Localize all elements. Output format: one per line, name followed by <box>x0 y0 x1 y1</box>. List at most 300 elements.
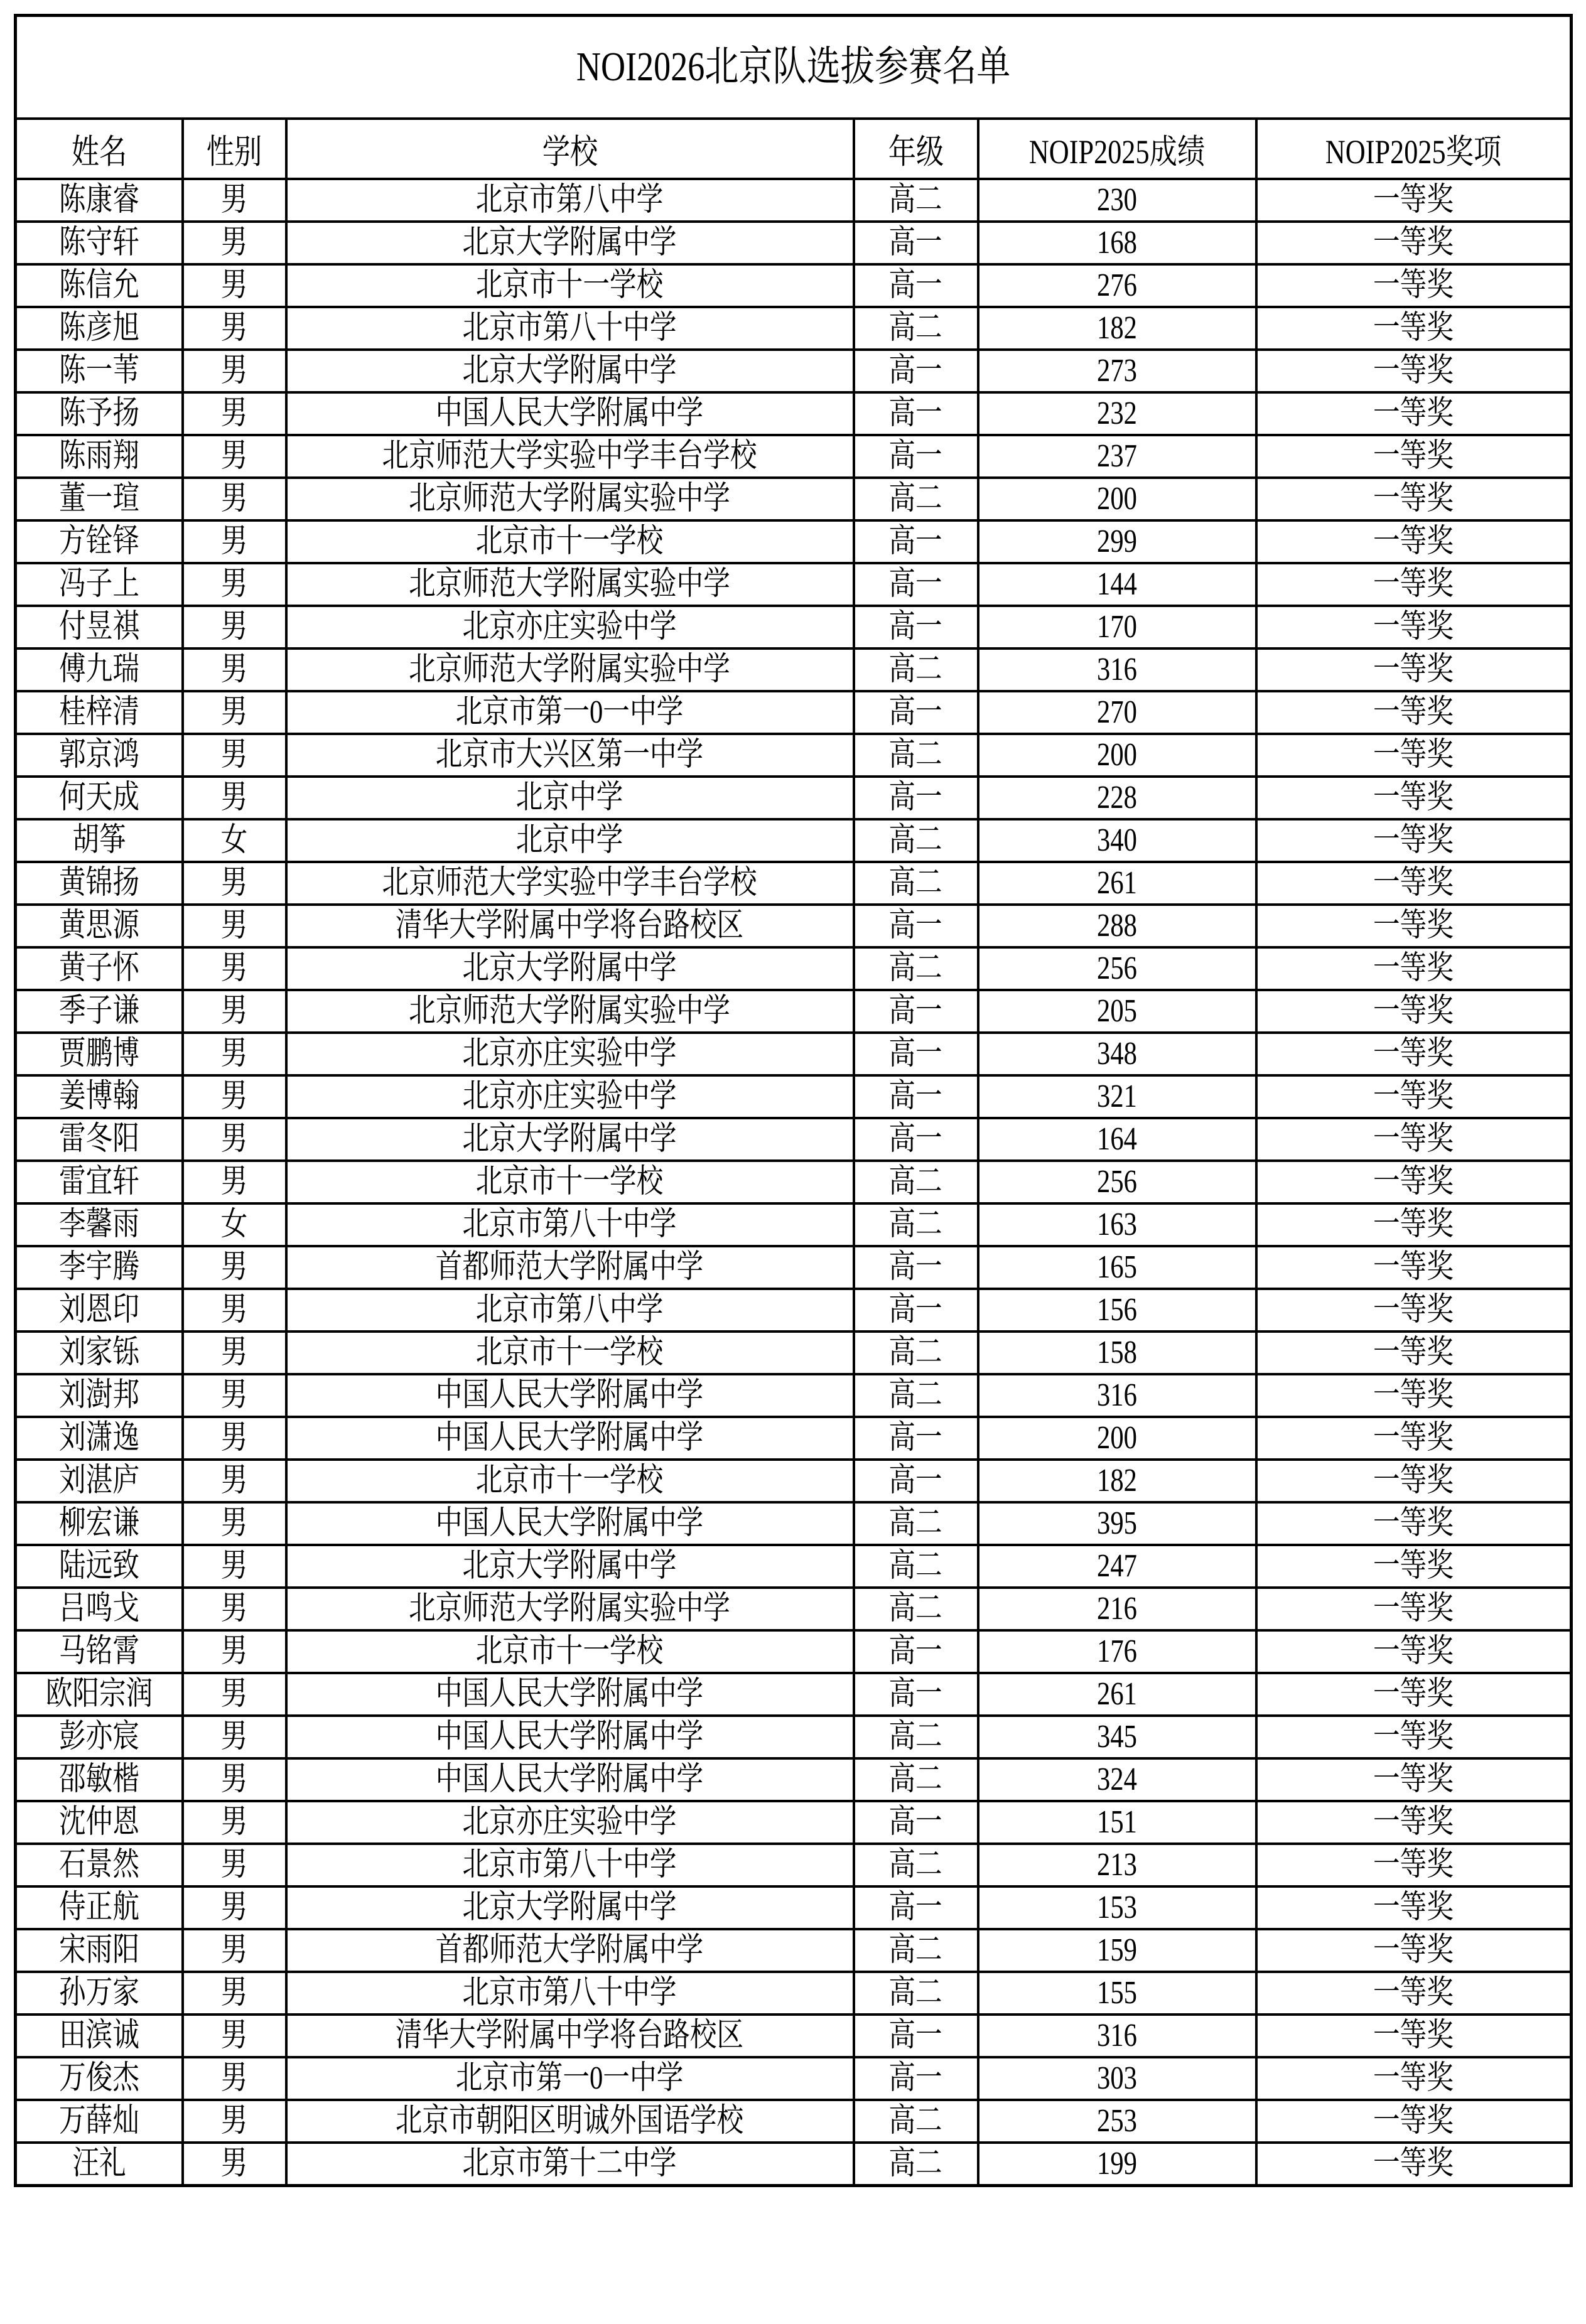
grade-cell <box>854 734 978 777</box>
award-cell <box>1256 1417 1572 1460</box>
school-text: 中国人民大学附属中学 <box>436 1377 704 1413</box>
award-text: 一等奖 <box>1373 1676 1454 1712</box>
score-cell <box>978 2100 1256 2143</box>
table-row <box>16 478 1572 520</box>
gender-text: 男 <box>220 1249 248 1285</box>
award-text: 一等奖 <box>1373 353 1454 389</box>
award-text: 一等奖 <box>1373 1890 1454 1925</box>
grade-cell <box>854 691 978 734</box>
grade-cell <box>854 1460 978 1502</box>
school-cell <box>286 1118 854 1161</box>
name-cell <box>16 435 183 478</box>
gender-cell <box>183 222 286 264</box>
name-cell <box>16 2057 183 2100</box>
score-text: 151 <box>1097 1804 1137 1840</box>
score-cell <box>978 392 1256 435</box>
award-text: 一等奖 <box>1373 1505 1454 1541</box>
award-cell <box>1256 1033 1572 1075</box>
score-cell <box>978 1545 1256 1588</box>
gender-text: 男 <box>220 1804 248 1840</box>
score-text: 156 <box>1097 1292 1137 1328</box>
school-text: 中国人民大学附属中学 <box>436 1719 704 1755</box>
score-cell <box>978 264 1256 307</box>
award-cell <box>1256 2143 1572 2186</box>
gender-cell <box>183 1630 286 1673</box>
gender-text: 男 <box>220 524 248 559</box>
grade-cell <box>854 2015 978 2057</box>
grade-cell <box>854 1972 978 2015</box>
gender-cell <box>183 435 286 478</box>
table-row <box>16 350 1572 392</box>
award-text: 一等奖 <box>1373 694 1454 730</box>
score-text: 303 <box>1097 2060 1137 2096</box>
gender-cell <box>183 1289 286 1331</box>
score-cell <box>978 1374 1256 1417</box>
school-cell <box>286 1417 854 1460</box>
title-row <box>16 16 1572 119</box>
name-cell <box>16 179 183 222</box>
grade-cell <box>854 1844 978 1886</box>
gender-cell <box>183 1203 286 1246</box>
school-text: 北京大学附属中学 <box>462 1548 677 1584</box>
grade-cell <box>854 1630 978 1673</box>
name-cell <box>16 1758 183 1801</box>
gender-text: 男 <box>220 566 248 602</box>
table-row <box>16 1716 1572 1758</box>
award-text: 一等奖 <box>1373 395 1454 431</box>
grade-text: 高一 <box>888 1420 943 1456</box>
score-cell <box>978 478 1256 520</box>
table-row <box>16 905 1572 947</box>
award-text: 一等奖 <box>1373 1420 1454 1456</box>
school-cell <box>286 520 854 563</box>
award-cell <box>1256 2057 1572 2100</box>
score-cell <box>978 1118 1256 1161</box>
grade-text: 高一 <box>888 1292 943 1328</box>
award-cell <box>1256 819 1572 862</box>
grade-cell <box>854 1758 978 1801</box>
grade-text: 高一 <box>888 566 943 602</box>
grade-text: 高一 <box>888 438 943 474</box>
score-text: 153 <box>1097 1890 1137 1925</box>
award-text: 一等奖 <box>1373 1591 1454 1627</box>
school-text: 北京师范大学附属实验中学 <box>409 1591 731 1627</box>
score-text: 324 <box>1097 1762 1137 1797</box>
name-text: 郭京鸿 <box>58 737 139 773</box>
award-text: 一等奖 <box>1373 1164 1454 1200</box>
grade-cell <box>854 392 978 435</box>
school-text: 北京市朝阳区明诚外国语学校 <box>396 2103 744 2139</box>
score-cell <box>978 777 1256 819</box>
score-cell <box>978 350 1256 392</box>
score-text: 247 <box>1097 1548 1137 1584</box>
gender-cell <box>183 862 286 905</box>
name-text: 何天成 <box>58 780 139 815</box>
score-cell <box>978 307 1256 350</box>
table-row <box>16 1033 1572 1075</box>
grade-cell <box>854 2143 978 2186</box>
school-cell <box>286 691 854 734</box>
name-text: 石景然 <box>58 1847 139 1883</box>
grade-cell <box>854 2057 978 2100</box>
award-text: 一等奖 <box>1373 1719 1454 1755</box>
gender-text: 男 <box>220 2060 248 2096</box>
school-cell <box>286 1033 854 1075</box>
award-text: 一等奖 <box>1373 1036 1454 1072</box>
gender-text: 男 <box>220 993 248 1029</box>
grade-text: 高一 <box>888 2060 943 2096</box>
gender-cell <box>183 1758 286 1801</box>
school-cell <box>286 1289 854 1331</box>
name-cell <box>16 1033 183 1075</box>
score-text: 340 <box>1097 822 1137 858</box>
gender-cell <box>183 2015 286 2057</box>
gender-cell <box>183 1075 286 1118</box>
gender-text: 男 <box>220 395 248 431</box>
gender-text: 女 <box>220 1207 248 1242</box>
gender-cell <box>183 606 286 648</box>
gender-text: 男 <box>220 1335 248 1370</box>
score-cell <box>978 2015 1256 2057</box>
name-cell <box>16 478 183 520</box>
table-row <box>16 1118 1572 1161</box>
gender-cell <box>183 392 286 435</box>
award-text: 一等奖 <box>1373 524 1454 559</box>
grade-cell <box>854 1801 978 1844</box>
table-row <box>16 1161 1572 1203</box>
award-cell <box>1256 1203 1572 1246</box>
table-row <box>16 648 1572 691</box>
award-cell <box>1256 435 1572 478</box>
grade-cell <box>854 1886 978 1929</box>
award-cell <box>1256 307 1572 350</box>
grade-text: 高一 <box>888 993 943 1029</box>
grade-text: 高二 <box>888 182 943 218</box>
school-cell <box>286 648 854 691</box>
name-cell <box>16 1886 183 1929</box>
table-title-cell <box>16 16 1572 119</box>
name-text: 贾鹏博 <box>58 1036 139 1072</box>
score-text: 232 <box>1097 395 1137 431</box>
gender-text: 男 <box>220 1890 248 1925</box>
grade-text: 高二 <box>888 1548 943 1584</box>
gender-cell <box>183 777 286 819</box>
award-text: 一等奖 <box>1373 182 1454 218</box>
score-text: 321 <box>1097 1079 1137 1114</box>
gender-cell <box>183 1716 286 1758</box>
name-text: 冯子上 <box>58 566 139 602</box>
award-text: 一等奖 <box>1373 908 1454 944</box>
score-text: 168 <box>1097 225 1137 261</box>
award-cell <box>1256 1289 1572 1331</box>
school-text: 北京市第一0一中学 <box>456 694 684 730</box>
score-cell <box>978 691 1256 734</box>
gender-cell <box>183 264 286 307</box>
grade-cell <box>854 1331 978 1374</box>
school-text: 北京大学附属中学 <box>462 353 677 389</box>
name-text: 雷宜轩 <box>58 1164 139 1200</box>
grade-text: 高一 <box>888 694 943 730</box>
gender-text: 男 <box>220 1932 248 1968</box>
school-cell <box>286 990 854 1033</box>
name-cell <box>16 1801 183 1844</box>
score-text: 261 <box>1097 865 1137 901</box>
name-cell <box>16 1630 183 1673</box>
award-text: 一等奖 <box>1373 2146 1454 2181</box>
name-text: 季子谦 <box>58 993 139 1029</box>
name-text: 李宇腾 <box>58 1249 139 1285</box>
name-cell <box>16 1203 183 1246</box>
table-row <box>16 392 1572 435</box>
grade-cell <box>854 563 978 606</box>
award-cell <box>1256 179 1572 222</box>
award-cell <box>1256 777 1572 819</box>
award-text: 一等奖 <box>1373 1548 1454 1584</box>
school-text: 北京市第十二中学 <box>462 2146 677 2181</box>
school-text: 北京市第八十中学 <box>462 1847 677 1883</box>
name-cell <box>16 2015 183 2057</box>
award-cell <box>1256 222 1572 264</box>
score-text: 256 <box>1097 1164 1137 1200</box>
table-row <box>16 1758 1572 1801</box>
name-text: 李馨雨 <box>58 1207 139 1242</box>
name-cell <box>16 777 183 819</box>
column-header-school <box>286 119 854 179</box>
gender-cell <box>183 1118 286 1161</box>
gender-text: 男 <box>220 1036 248 1072</box>
gender-text: 男 <box>220 694 248 730</box>
school-cell <box>286 1716 854 1758</box>
name-text: 陈予扬 <box>58 395 139 431</box>
grade-text: 高二 <box>888 2103 943 2139</box>
score-cell <box>978 1801 1256 1844</box>
name-text: 刘家铄 <box>58 1335 139 1370</box>
name-text: 陈雨翔 <box>58 438 139 474</box>
score-text: 261 <box>1097 1676 1137 1712</box>
gender-cell <box>183 1460 286 1502</box>
award-cell <box>1256 1844 1572 1886</box>
school-cell <box>286 350 854 392</box>
score-cell <box>978 222 1256 264</box>
award-text: 一等奖 <box>1373 822 1454 858</box>
award-cell <box>1256 1545 1572 1588</box>
gender-text: 男 <box>220 652 248 687</box>
score-cell <box>978 2057 1256 2100</box>
grade-text: 高一 <box>888 524 943 559</box>
score-cell <box>978 2143 1256 2186</box>
column-header-name <box>16 119 183 179</box>
score-text: 348 <box>1097 1036 1137 1072</box>
award-text: 一等奖 <box>1373 1847 1454 1883</box>
name-cell <box>16 691 183 734</box>
award-text: 一等奖 <box>1373 2060 1454 2096</box>
name-cell <box>16 1545 183 1588</box>
gender-cell <box>183 734 286 777</box>
gender-text: 男 <box>220 438 248 474</box>
table-row <box>16 435 1572 478</box>
table-row <box>16 1972 1572 2015</box>
school-text: 北京师范大学附属实验中学 <box>409 481 731 517</box>
name-text: 陈守轩 <box>58 225 139 261</box>
grade-cell <box>854 1417 978 1460</box>
table-row <box>16 264 1572 307</box>
score-text: 199 <box>1097 2146 1137 2181</box>
score-cell <box>978 1630 1256 1673</box>
score-cell <box>978 520 1256 563</box>
grade-text: 高二 <box>888 1762 943 1797</box>
award-cell <box>1256 606 1572 648</box>
award-cell <box>1256 1460 1572 1502</box>
award-cell <box>1256 734 1572 777</box>
score-text: 205 <box>1097 993 1137 1029</box>
gender-cell <box>183 350 286 392</box>
school-cell <box>286 1886 854 1929</box>
gender-text: 男 <box>220 1975 248 2011</box>
name-cell <box>16 1929 183 1972</box>
name-cell <box>16 1161 183 1203</box>
gender-cell <box>183 1844 286 1886</box>
school-cell <box>286 819 854 862</box>
gender-cell <box>183 179 286 222</box>
school-text: 北京市十一学校 <box>476 1463 664 1498</box>
grade-text: 高一 <box>888 2018 943 2053</box>
gender-text: 男 <box>220 1292 248 1328</box>
gender-cell <box>183 648 286 691</box>
school-cell <box>286 179 854 222</box>
table-row <box>16 691 1572 734</box>
table-row <box>16 1331 1572 1374</box>
gender-text: 男 <box>220 1548 248 1584</box>
name-cell <box>16 1844 183 1886</box>
score-cell <box>978 1502 1256 1545</box>
award-cell <box>1256 862 1572 905</box>
table-row <box>16 520 1572 563</box>
gender-cell <box>183 1502 286 1545</box>
score-cell <box>978 734 1256 777</box>
name-text: 黄子怀 <box>58 950 139 986</box>
award-text: 一等奖 <box>1373 2018 1454 2053</box>
score-cell <box>978 819 1256 862</box>
school-cell <box>286 2015 854 2057</box>
gender-text: 男 <box>220 353 248 389</box>
gender-cell <box>183 2100 286 2143</box>
grade-text: 高二 <box>888 481 943 517</box>
award-text: 一等奖 <box>1373 310 1454 346</box>
award-cell <box>1256 1118 1572 1161</box>
school-text: 北京市第八十中学 <box>462 1975 677 2011</box>
school-cell <box>286 777 854 819</box>
gender-cell <box>183 1331 286 1374</box>
gender-cell <box>183 1588 286 1630</box>
gender-text: 男 <box>220 865 248 901</box>
table-row <box>16 1545 1572 1588</box>
grade-text: 高一 <box>888 780 943 815</box>
table-row <box>16 1844 1572 1886</box>
score-text: 200 <box>1097 481 1137 517</box>
column-header-label: 姓名 <box>71 132 127 171</box>
name-text: 陈彦旭 <box>58 310 139 346</box>
school-cell <box>286 606 854 648</box>
grade-cell <box>854 1246 978 1289</box>
table-row <box>16 990 1572 1033</box>
table-row <box>16 1289 1572 1331</box>
name-cell <box>16 1460 183 1502</box>
score-text: 288 <box>1097 908 1137 944</box>
school-text: 北京市十一学校 <box>476 267 664 303</box>
school-cell <box>286 1801 854 1844</box>
school-text: 北京市十一学校 <box>476 1164 664 1200</box>
name-text: 姜博翰 <box>58 1079 139 1114</box>
table-row <box>16 606 1572 648</box>
grade-cell <box>854 307 978 350</box>
score-text: 276 <box>1097 267 1137 303</box>
grade-cell <box>854 1673 978 1716</box>
award-text: 一等奖 <box>1373 1762 1454 1797</box>
award-cell <box>1256 1758 1572 1801</box>
grade-cell <box>854 1545 978 1588</box>
table-title: NOI2026北京队选拔参赛名单 <box>576 44 1011 90</box>
column-header-grade <box>854 119 978 179</box>
gender-text: 男 <box>220 950 248 986</box>
award-cell <box>1256 563 1572 606</box>
award-text: 一等奖 <box>1373 1932 1454 1968</box>
name-text: 彭亦宸 <box>58 1719 139 1755</box>
school-text: 中国人民大学附属中学 <box>436 1505 704 1541</box>
score-cell <box>978 1331 1256 1374</box>
award-cell <box>1256 947 1572 990</box>
name-cell <box>16 1246 183 1289</box>
column-header-label: 学校 <box>542 132 598 171</box>
name-cell <box>16 2143 183 2186</box>
table-body <box>16 179 1572 2186</box>
name-text: 刘恩印 <box>58 1292 139 1328</box>
grade-text: 高一 <box>888 395 943 431</box>
school-cell <box>286 1972 854 2015</box>
score-text: 316 <box>1097 2018 1137 2053</box>
name-text: 万薛灿 <box>58 2103 139 2139</box>
school-text: 北京师范大学附属实验中学 <box>409 566 731 602</box>
grade-cell <box>854 1075 978 1118</box>
grade-text: 高二 <box>888 737 943 773</box>
name-cell <box>16 1374 183 1417</box>
name-cell <box>16 2100 183 2143</box>
gender-text: 男 <box>220 780 248 815</box>
name-cell <box>16 307 183 350</box>
school-text: 首都师范大学附属中学 <box>436 1932 704 1968</box>
grade-text: 高二 <box>888 822 943 858</box>
school-cell <box>286 1331 854 1374</box>
gender-text: 男 <box>220 2018 248 2053</box>
name-text: 孙万家 <box>58 1975 139 2011</box>
school-cell <box>286 435 854 478</box>
gender-text: 男 <box>220 481 248 517</box>
school-text: 首都师范大学附属中学 <box>436 1249 704 1285</box>
award-text: 一等奖 <box>1373 1377 1454 1413</box>
award-text: 一等奖 <box>1373 1463 1454 1498</box>
name-text: 马铭霄 <box>58 1633 139 1669</box>
gender-text: 男 <box>220 225 248 261</box>
name-text: 柳宏谦 <box>58 1505 139 1541</box>
score-text: 230 <box>1097 182 1137 218</box>
award-text: 一等奖 <box>1373 1633 1454 1669</box>
school-cell <box>286 1844 854 1886</box>
grade-text: 高二 <box>888 1591 943 1627</box>
table-row <box>16 1417 1572 1460</box>
gender-text: 男 <box>220 1719 248 1755</box>
gender-text: 男 <box>220 2146 248 2181</box>
score-text: 228 <box>1097 780 1137 815</box>
school-text: 北京市第八十中学 <box>462 1207 677 1242</box>
